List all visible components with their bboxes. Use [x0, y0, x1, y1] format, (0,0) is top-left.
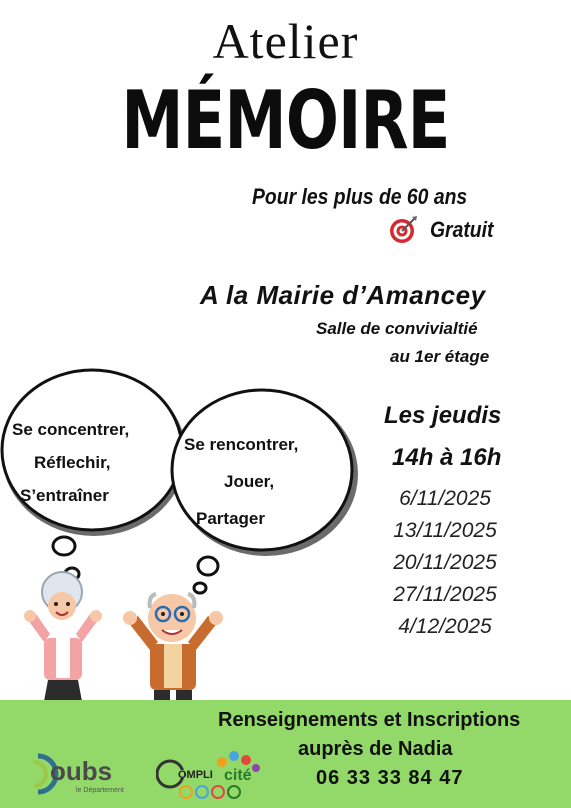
compli-logo-text: OMPLI — [178, 769, 213, 781]
phone-number: 06 33 33 84 47 — [316, 767, 464, 789]
schedule-hours: 14h à 16h — [392, 444, 502, 471]
cite-logo-text: cité — [224, 767, 252, 784]
doubs-logo-text: oubs — [50, 756, 113, 786]
bubble-line: Jouer, — [224, 472, 275, 491]
info-line-1: Renseignements et Inscriptions — [218, 709, 521, 731]
room-line-1: Salle de convivialtié — [316, 319, 478, 338]
right-bubble-text — [184, 426, 298, 537]
date-item: 13/11/2025 — [393, 519, 497, 542]
left-bubble-text — [12, 413, 129, 512]
bubble-line: Partager — [196, 509, 265, 528]
age-requirement: Pour les plus de 60 ans — [252, 184, 468, 209]
doubs-logo-subtext: le Département — [76, 787, 124, 794]
info-line-2: auprès de Nadia — [298, 738, 453, 760]
date-item: 4/12/2025 — [398, 615, 492, 638]
bubble-line: Réflechir, — [34, 453, 111, 472]
doubs-department-logo — [24, 752, 144, 798]
complicite-logo — [156, 744, 266, 800]
bubble-line: Se rencontrer, — [184, 435, 299, 454]
bubble-line: S’entraîner — [20, 486, 109, 505]
date-list — [380, 483, 510, 643]
room-line-2: au 1er étage — [390, 347, 490, 366]
free-label: Gratuit — [430, 217, 494, 242]
title-atelier: Atelier — [212, 13, 359, 69]
location-title: A la Mairie d’Amancey — [200, 280, 486, 310]
date-item: 20/11/2025 — [393, 551, 497, 574]
title-memoire: MÉMOIRE — [121, 74, 450, 167]
date-item: 6/11/2025 — [399, 487, 491, 510]
target-icon — [388, 215, 418, 245]
bubble-line: Se concentrer, — [12, 420, 130, 439]
date-item: 27/11/2025 — [393, 583, 497, 606]
schedule-day: Les jeudis — [384, 402, 502, 429]
